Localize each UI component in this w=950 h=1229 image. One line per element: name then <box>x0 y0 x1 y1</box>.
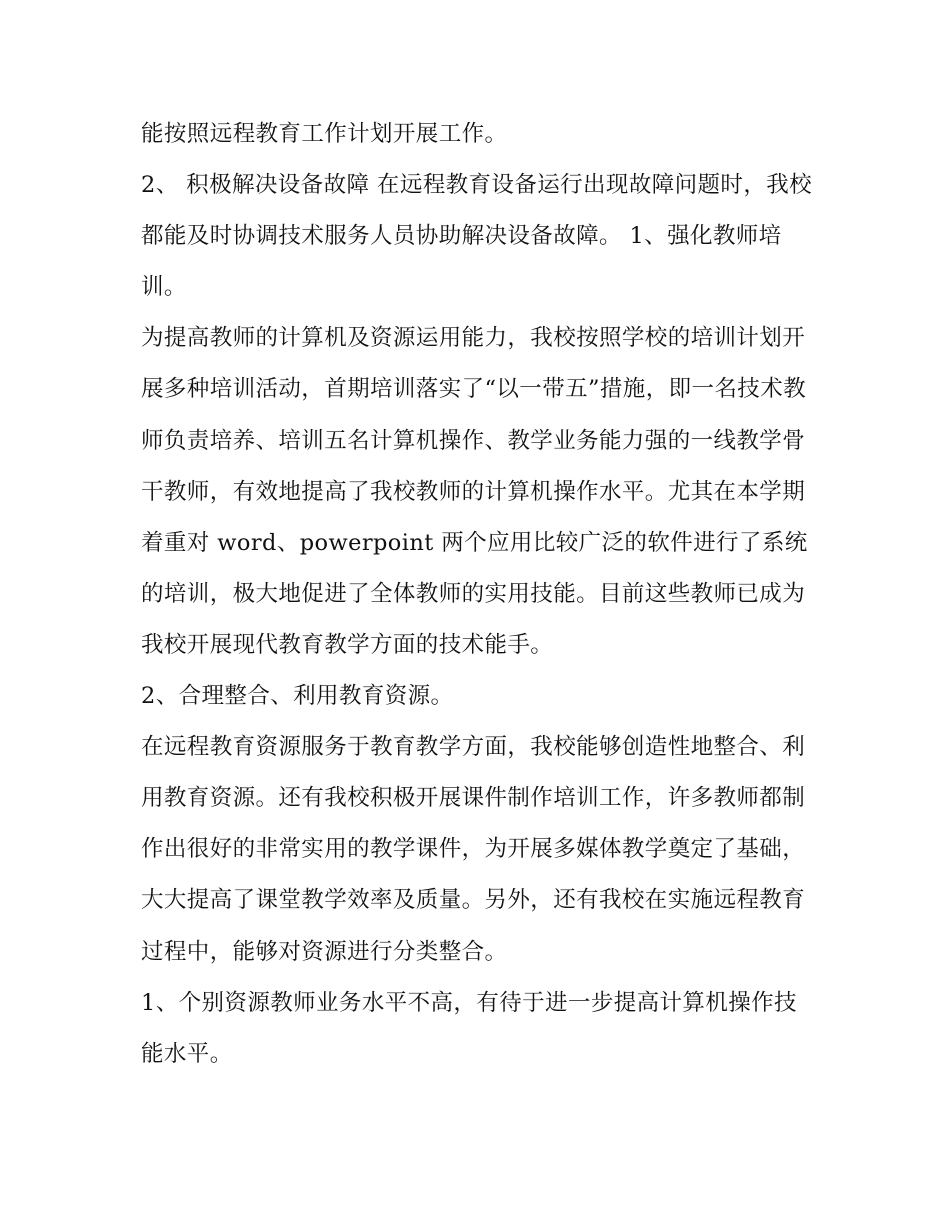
document-body <box>141 109 813 1080</box>
paragraph-equipment-fault: 2、 积极解决设备故障 在远程教育设备运行出现故障问题时，我校都能及时协调技术服务人员协助解决设备故障。 1、强化教师培训。 <box>141 172 813 301</box>
paragraph-continuation: 能按照远程教育工作计划开展工作。 <box>141 121 508 147</box>
paragraph-problem-1: 1、个别资源教师业务水平不高，有待于进一步提高计算机操作技能水平。 <box>141 989 797 1067</box>
heading-resource-integration: 2、合理整合、利用教育资源。 <box>141 683 454 710</box>
paragraph-teacher-training: 为提高教师的计算机及资源运用能力，我校按照学校的培训计划开展多种培训活动，首期培训落实了“以一带五”措施，即一名技术教师负责培养、培训五名计算机操作、教学业务能力强的一线教学骨干教师，有效地提高了我校教师的计算机操作水平。尤其在本学期着重对 word、powerpoint 两个应用比较广泛的软件进行了系统的培训，极大地促进了全体教师的实用技能。目前这些教师已成为我校开展现代教育教学方面的技术能手。 <box>141 325 808 658</box>
paragraph-resource-integration: 在远程教育资源服务于教育教学方面，我校能够创造性地整合、利用教育资源。还有我校积极开展课件制作培训工作，许多教师都制作出很好的非常实用的教学课件，为开展多媒体教学奠定了基础，大大提高了课堂教学效率及质量。另外，还有我校在实施远程教育过程中，能够对资源进行分类整合。 <box>141 734 806 965</box>
